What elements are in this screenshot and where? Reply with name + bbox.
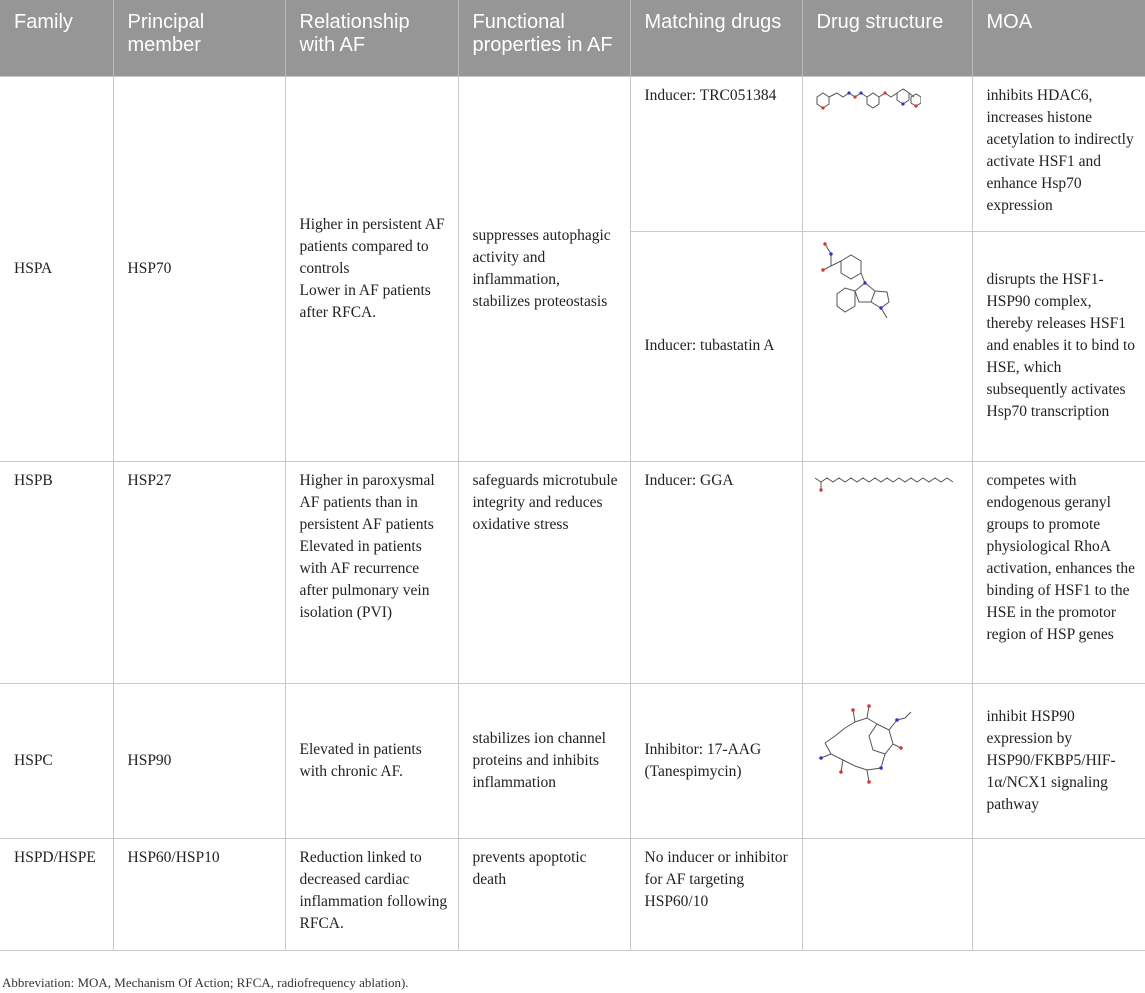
footnote: Abbreviation: MOA, Mechanism Of Action; RFCA, radiofrequency ablation). (2, 975, 409, 990)
structure-cell (802, 683, 972, 838)
tubastatin-a-structure-icon (811, 236, 901, 336)
header-relationship: Relationship with AF (285, 0, 458, 76)
17-aag-structure-icon (811, 688, 921, 798)
table-row (0, 461, 1145, 683)
drug-cell: No inducer or inhibitor for AF targeting HSP60/10 (630, 838, 802, 950)
moa-cell: competes with endogenous geranyl groups to promote physiological RhoA activation, enhances the binding of HSF1 to the HSE in the promotor region of HSP genes (972, 461, 1145, 683)
table-row (0, 683, 1145, 838)
member-cell: HSP27 (113, 461, 285, 683)
relationship-cell: Elevated in patients with chronic AF. (285, 683, 458, 838)
relationship-cell: Reduction linked to decreased cardiac inflammation following RFCA. (285, 838, 458, 950)
structure-cell (802, 461, 972, 683)
function-cell: suppresses autophagic activity and inflammation, stabilizes proteostasis (458, 76, 630, 461)
header-moa: MOA (972, 0, 1145, 76)
structure-cell (802, 76, 972, 231)
drug-cell: Inhibitor: 17-AAG (Tanespimycin) (630, 683, 802, 838)
header-family: Family (0, 0, 113, 76)
moa-cell (972, 838, 1145, 950)
family-cell: HSPA (0, 76, 113, 461)
moa-cell: inhibits HDAC6, increases histone acetylation to indirectly activate HSF1 and enhance Hsp70 expression (972, 76, 1145, 231)
function-cell: stabilizes ion channel proteins and inhibits inflammation (458, 683, 630, 838)
structure-cell (802, 838, 972, 950)
function-cell: safeguards microtubule integrity and reduces oxidative stress (458, 461, 630, 683)
drug-cell: Inducer: TRC051384 (630, 76, 802, 231)
header-matching-drugs: Matching drugs (630, 0, 802, 76)
family-cell: HSPD/HSPE (0, 838, 113, 950)
header-functional-properties: Functional properties in AF (458, 0, 630, 76)
member-cell: HSP70 (113, 76, 285, 461)
drug-cell: Inducer: GGA (630, 461, 802, 683)
trc051384-structure-icon (811, 81, 921, 121)
structure-cell (802, 231, 972, 461)
drug-cell: Inducer: tubastatin A (630, 231, 802, 461)
family-cell: HSPC (0, 683, 113, 838)
family-cell: HSPB (0, 461, 113, 683)
header-row (0, 0, 1145, 76)
moa-cell: inhibit HSP90 expression by HSP90/FKBP5/HIF-1α/NCX1 signaling pathway (972, 683, 1145, 838)
function-cell: prevents apoptotic death (458, 838, 630, 950)
table-row (0, 838, 1145, 950)
relationship-cell: Higher in paroxysmal AF patients than in persistent AF patients Elevated in patients with AF recurrence after pulmonary vein isolation (PVI) (285, 461, 458, 683)
member-cell: HSP60/HSP10 (113, 838, 285, 950)
header-drug-structure: Drug structure (802, 0, 972, 76)
relationship-cell: Higher in persistent AF patients compared to controls Lower in AF patients after RFCA. (285, 76, 458, 461)
gga-structure-icon (811, 466, 961, 498)
header-principal-member: Principal member (113, 0, 285, 76)
table-row (0, 76, 1145, 231)
moa-cell: disrupts the HSF1-HSP90 complex, thereby releases HSF1 and enables it to bind to HSE, which subsequently activates Hsp70 transcription (972, 231, 1145, 461)
member-cell: HSP90 (113, 683, 285, 838)
